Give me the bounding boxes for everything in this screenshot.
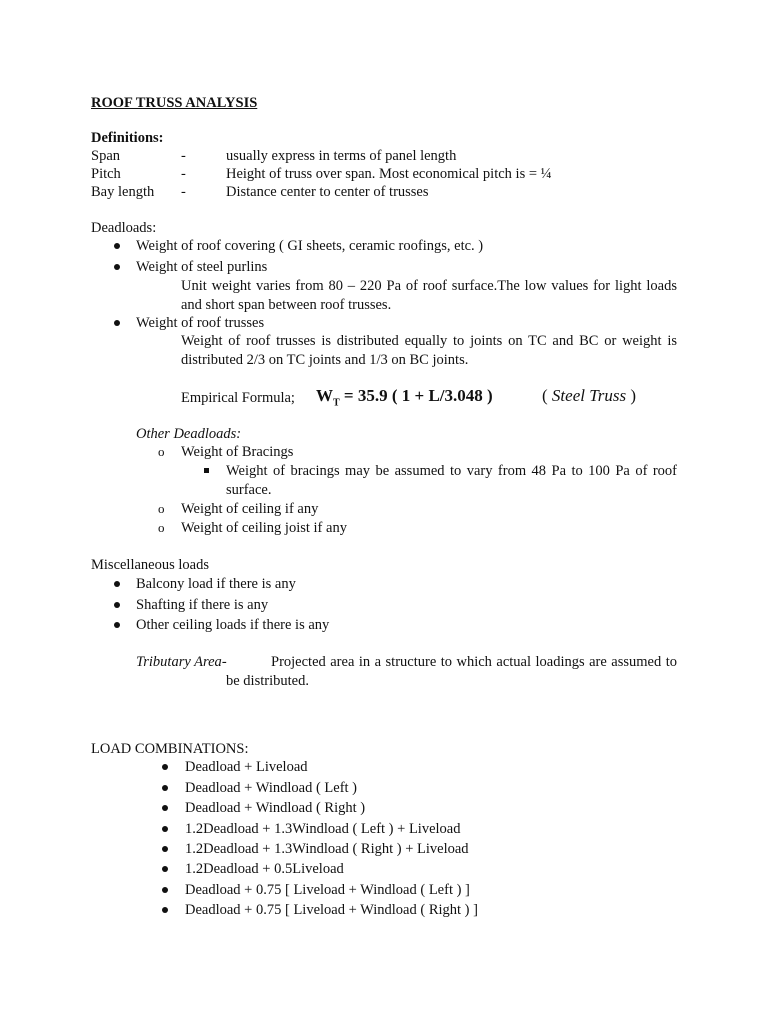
deadload-item-trusses: Weight of roof trusses bbox=[136, 315, 265, 331]
load-combination-item: 1.2Deadload + 1.3Windload ( Right ) + Liveload bbox=[185, 841, 469, 857]
trusses-note: Weight of roof trusses is distributed equally to joints on TC and BC or weight is distributed 2/3 on TC joints and 1/3 on BC joints. bbox=[181, 333, 677, 368]
deadload-item-roof-covering: Weight of roof covering ( GI sheets, ceramic roofings, etc. ) bbox=[136, 238, 484, 254]
bullet-dot-icon bbox=[162, 805, 168, 811]
bullet-dot-icon bbox=[114, 243, 120, 249]
load-combination-item: 1.2Deadload + 0.5Liveload bbox=[185, 861, 344, 877]
misc-item: Shafting if there is any bbox=[136, 597, 269, 613]
empirical-formula: $W_T = 35.9$ ( 1 + L/3.048 ) bbox=[316, 386, 493, 409]
other-item-ceiling: Weight of ceiling if any bbox=[181, 501, 319, 517]
def-dash: - bbox=[181, 148, 186, 164]
bullet-circle-icon: o bbox=[158, 444, 165, 459]
def-term-span: Span bbox=[91, 148, 120, 164]
bullet-circle-icon: o bbox=[158, 501, 165, 516]
bullet-dot-icon bbox=[114, 602, 120, 608]
definitions-heading: Definitions: bbox=[91, 130, 164, 146]
load-combination-item: 1.2Deadload + 1.3Windload ( Left ) + Liveload bbox=[185, 821, 461, 837]
bullet-dot-icon bbox=[114, 581, 120, 587]
misc-heading: Miscellaneous loads bbox=[91, 557, 209, 573]
bullet-dot-icon bbox=[114, 264, 120, 270]
formula-label: Empirical Formula; bbox=[181, 390, 295, 406]
def-dash: - bbox=[181, 166, 186, 182]
other-deadloads-heading: Other Deadloads: bbox=[136, 426, 242, 442]
deadloads-heading: Deadloads: bbox=[91, 220, 157, 236]
misc-item: Balcony load if there is any bbox=[136, 576, 296, 592]
page-title: ROOF TRUSS ANALYSIS bbox=[91, 95, 258, 111]
bullet-dot-icon bbox=[162, 785, 168, 791]
tributary-desc: Projected area in a structure to which actual loadings are assumed to be distributed. bbox=[226, 654, 677, 689]
load-combination-item: Deadload + Windload ( Left ) bbox=[185, 780, 358, 796]
load-combinations-heading: LOAD COMBINATIONS: bbox=[91, 741, 249, 757]
def-desc-span: usually express in terms of panel length bbox=[226, 148, 457, 164]
tributary-term: Tributary Area- bbox=[136, 654, 227, 670]
other-item-joist: Weight of ceiling joist if any bbox=[181, 520, 347, 536]
misc-item: Other ceiling loads if there is any bbox=[136, 617, 330, 633]
load-combination-item: Deadload + Windload ( Right ) bbox=[185, 800, 366, 816]
def-desc-pitch: Height of truss over span. Most economical pitch is = ¼ bbox=[226, 166, 552, 182]
bullet-dot-icon bbox=[162, 764, 168, 770]
bullet-dot-icon bbox=[114, 622, 120, 628]
bracings-note: Weight of bracings may be assumed to vary from 48 Pa to 100 Pa of roof surface. bbox=[226, 463, 677, 498]
bullet-dot-icon bbox=[162, 866, 168, 872]
bullet-dot-icon bbox=[162, 907, 168, 913]
purlins-note: Unit weight varies from 80 – 220 Pa of roof surface.The low values for light loads and short span between roof trusses. bbox=[181, 278, 677, 313]
other-item-bracings: Weight of Bracings bbox=[181, 444, 294, 460]
def-dash: - bbox=[181, 184, 186, 200]
bullet-circle-icon: o bbox=[158, 520, 165, 535]
def-term-pitch: Pitch bbox=[91, 166, 121, 182]
bullet-dot-icon bbox=[162, 887, 168, 893]
load-combination-item: Deadload + Liveload bbox=[185, 759, 308, 775]
bullet-dot-icon bbox=[162, 826, 168, 832]
formula-truss-type: ( Steel Truss ) bbox=[542, 386, 636, 405]
deadload-item-purlins: Weight of steel purlins bbox=[136, 259, 268, 275]
bullet-square-icon bbox=[204, 468, 209, 473]
def-desc-bay-length: Distance center to center of trusses bbox=[226, 184, 429, 200]
bullet-dot-icon bbox=[162, 846, 168, 852]
load-combination-item: Deadload + 0.75 [ Liveload + Windload ( Right ) ] bbox=[185, 902, 478, 918]
bullet-dot-icon bbox=[114, 320, 120, 326]
load-combination-item: Deadload + 0.75 [ Liveload + Windload ( Left ) ] bbox=[185, 882, 470, 898]
def-term-bay-length: Bay length bbox=[91, 184, 155, 200]
